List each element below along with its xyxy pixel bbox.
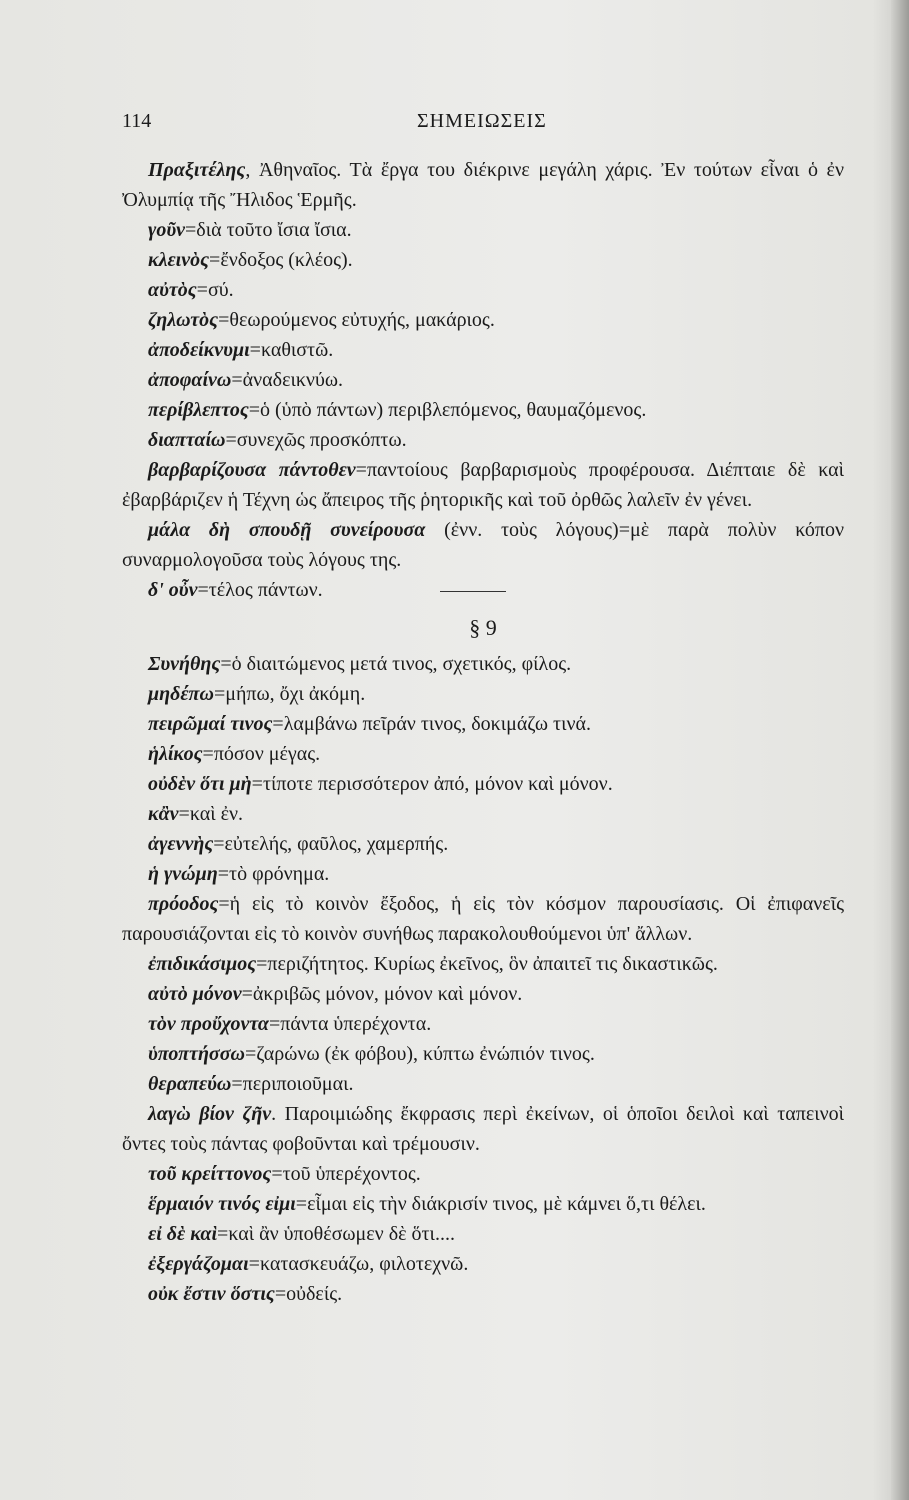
note-entry [122, 395, 844, 425]
note-entry [122, 769, 844, 799]
note-term: ἡλίκος [148, 743, 203, 765]
note-separator: = [213, 683, 226, 705]
note-entry [122, 455, 844, 515]
note-definition: εἶμαι εἰς τὴν διάκρισίν τινος, μὲ κάμνει ὅ,τι θέλει. [307, 1193, 706, 1215]
note-term: γοῦν [148, 219, 185, 241]
note-entry [122, 1219, 844, 1249]
note-term: οὐκ ἔστιν ὅστις [148, 1283, 275, 1305]
note-definition: ζαρώνω (ἐκ φόβου), κύπτω ἐνώπιόν τινος. [256, 1043, 595, 1065]
note-definition: καθιστῶ. [260, 339, 334, 361]
note-entry [122, 245, 844, 275]
note-separator: = [231, 369, 243, 391]
note-term: μηδέπω [148, 683, 214, 705]
note-term: πειρῶμαί τινος [148, 713, 273, 735]
note-separator: . [271, 1103, 285, 1125]
note-entry [122, 1099, 844, 1159]
note-definition: μήπω, ὄχι ἀκόμη. [225, 683, 366, 705]
note-separator: = [274, 1283, 287, 1305]
note-separator: = [272, 713, 284, 735]
note-definition: οὐδείς. [286, 1283, 343, 1305]
note-definition: καὶ ἂν ὑποθέσωμεν δὲ ὅτι.... [228, 1223, 455, 1245]
note-separator: = [271, 1163, 283, 1185]
note-definition: πάντα ὑπερέχοντα. [280, 1013, 432, 1035]
note-term: περίβλεπτος [148, 399, 249, 421]
note-term: ζηλωτὸς [148, 309, 219, 331]
note-entry [122, 425, 844, 455]
note-term: ἐπιδικάσιμος [148, 953, 257, 975]
note-definition: κατασκευάζω, φιλοτεχνῶ. [259, 1253, 469, 1275]
note-term: ἀγεννὴς [148, 833, 214, 855]
note-entry [122, 1069, 844, 1099]
note-entry [122, 979, 844, 1009]
note-entry [122, 365, 844, 395]
note-definition: τίποτε περισσότερον ἀπό, μόνον καὶ μόνον. [262, 773, 613, 795]
note-separator: = [197, 579, 209, 601]
note-entry [122, 305, 844, 335]
notes-body [122, 155, 844, 1309]
note-definition: περιποιοῦμαι. [242, 1073, 354, 1095]
note-term: κλεινὸς [148, 249, 210, 271]
note-entry [122, 1009, 844, 1039]
note-term: αὐτὸς [148, 279, 197, 301]
note-separator: = [295, 1193, 308, 1215]
note-term: οὐδὲν ὅτι μὴ [148, 773, 252, 795]
note-separator: = [220, 653, 232, 675]
note-definition: Ἀθηναῖος. Τὰ ἔργα του διέκρινε μεγάλη χάρις. Ἐν τούτων εἶναι ὁ ἐν Ὀλυμπίᾳ τῆς Ἤλιδος Ἑρμῆς. [122, 159, 844, 211]
note-definition: τοῦ ὑπερέχοντος. [282, 1163, 421, 1185]
running-title: ΣΗΜΕΙΩΣΕΙΣ [417, 110, 547, 132]
note-definition: καὶ ἐν. [189, 803, 244, 825]
note-separator: = [178, 803, 190, 825]
note-definition: ἀκριβῶς μόνον, μόνον καὶ μόνον. [252, 983, 523, 1005]
note-separator: = [241, 983, 253, 1005]
note-separator: = [231, 1073, 243, 1095]
note-definition: εὐτελής, φαῦλος, χαμερπής. [224, 833, 449, 855]
note-separator: = [185, 219, 197, 241]
note-term: κἂν [148, 803, 179, 825]
note-term: λαγὼ βίον ζῆν [148, 1103, 272, 1125]
note-separator: = [209, 249, 221, 271]
note-term: εἰ δὲ καὶ [148, 1223, 218, 1245]
note-term: αὐτὸ μόνον [148, 983, 242, 1005]
note-entry [122, 949, 844, 979]
note-separator: = [244, 1043, 257, 1065]
note-entry [122, 679, 844, 709]
note-term: θεραπεύω [148, 1073, 232, 1095]
note-separator: = [249, 339, 261, 361]
note-definition: ἔνδοξος (κλέος). [220, 249, 353, 271]
note-definition: παντοίους βαρβαρισμοὺς προφέρουσα. Διέπταιε δὲ καὶ ἐβαρβάριζεν ἡ Τέχνη ὡς ἄπειρος τῆς ῥητορικῆς καὶ τοῦ ὀρθῶς λαλεῖν ἐν γένει. [122, 459, 845, 511]
note-entry [122, 215, 844, 245]
note-separator: = [256, 953, 268, 975]
note-definition: συνεχῶς προσκόπτω. [236, 429, 407, 451]
note-entry [122, 649, 844, 679]
note-term: τοῦ κρείττονος [148, 1163, 272, 1185]
note-definition: (ἐνν. τοὺς λόγους)=μὲ παρὰ πολὺν κόπον συναρμολογοῦσα τοὺς λόγους της. [122, 519, 845, 571]
note-separator [425, 519, 444, 541]
note-entry [122, 275, 844, 305]
note-definition: περιζήτητος. Κυρίως ἐκεῖνος, ὃν ἀπαιτεῖ τις δικαστικῶς. [267, 953, 718, 975]
note-term: ἐξεργάζομαι [148, 1253, 249, 1275]
note-entry [122, 155, 844, 215]
note-definition: ὁ διαιτώμενος μετά τινος, σχετικός, φίλος. [231, 653, 572, 675]
note-entry [122, 1249, 844, 1279]
note-term: ἀποφαίνω [148, 369, 232, 391]
note-separator: = [218, 893, 230, 915]
note-separator: = [248, 399, 261, 421]
note-separator: = [196, 279, 208, 301]
note-term: βαρβαρίζουσα πάντοθεν [148, 459, 356, 481]
note-separator: = [218, 309, 230, 331]
note-entry [122, 799, 844, 829]
note-separator: = [217, 1223, 229, 1245]
note-definition: ὁ (ὑπὸ πάντων) περιβλεπόμενος, θαυμαζόμενος. [260, 399, 647, 421]
note-definition: πόσον μέγας. [213, 743, 321, 765]
note-entry [122, 575, 844, 605]
note-separator: = [248, 1253, 260, 1275]
note-entry [122, 1039, 844, 1069]
note-entry [122, 709, 844, 739]
note-separator: , [245, 159, 259, 181]
note-definition: τὸ φρόνημα. [229, 863, 330, 885]
note-definition: ἀναδεικνύω. [242, 369, 344, 391]
section-divider [440, 591, 506, 592]
page-number: 114 [122, 110, 152, 132]
note-term: ὑποπτήσσω [148, 1043, 245, 1065]
note-term: μάλα δὴ σπουδῇ συνείρουσα [148, 519, 426, 541]
book-spine-shadow [891, 0, 909, 1500]
note-separator: = [251, 773, 263, 795]
note-definition: ἡ εἰς τὸ κοινὸν ἔξοδος, ἡ εἰς τὸν κόσμον παρουσίασις. Οἱ ἐπιφανεῖς παρουσιάζονται εἰς τὸ κοινὸν συνήθως παρακολουθούμενοι ὑπ' ἄλλων. [122, 893, 844, 945]
note-term: ἀποδείκνυμι [148, 339, 250, 361]
note-term: πρόοδος [148, 893, 219, 915]
note-term: διαπταίω [148, 429, 226, 451]
note-entry [122, 889, 844, 949]
note-entry [122, 1159, 844, 1189]
note-separator: = [269, 1013, 281, 1035]
note-definition: σύ. [207, 279, 234, 301]
note-term: δ' οὖν [148, 579, 198, 601]
note-separator: = [225, 429, 237, 451]
page-header [122, 110, 842, 140]
note-separator: = [213, 833, 225, 855]
note-definition: λαμβάνω πεῖράν τινος, δοκιμάζω τινά. [283, 713, 591, 735]
note-term: τὸν προὔχοντα [148, 1013, 269, 1035]
note-term: Πραξιτέλης [148, 159, 246, 181]
note-term: ἕρμαιόν τινός εἰμι [148, 1193, 296, 1215]
note-entry [122, 1279, 844, 1309]
note-definition: διὰ τοῦτο ἴσια ἴσια. [196, 219, 352, 241]
note-entry [122, 859, 844, 889]
note-definition: τέλος πάντων. [208, 579, 323, 601]
note-entry [122, 739, 844, 769]
note-entry [122, 335, 844, 365]
note-entry [122, 829, 844, 859]
note-separator: = [355, 459, 367, 481]
section-heading: § 9 [469, 615, 497, 640]
note-entry [122, 515, 844, 575]
note-separator: = [217, 863, 230, 885]
note-term: ἡ γνώμη [148, 863, 218, 885]
note-definition: θεωρούμενος εὐτυχής, μακάριος. [229, 309, 495, 331]
note-term: Συνήθης [148, 653, 221, 675]
note-separator: = [202, 743, 214, 765]
note-definition: Παροιμιώδης ἔκφρασις περὶ ἐκείνων, οἱ ὁποῖοι δειλοὶ καὶ ταπεινοὶ ὄντες τοὺς πάντας φοβοῦνται καὶ τρέμουσιν. [122, 1103, 845, 1155]
note-entry [122, 1189, 844, 1219]
